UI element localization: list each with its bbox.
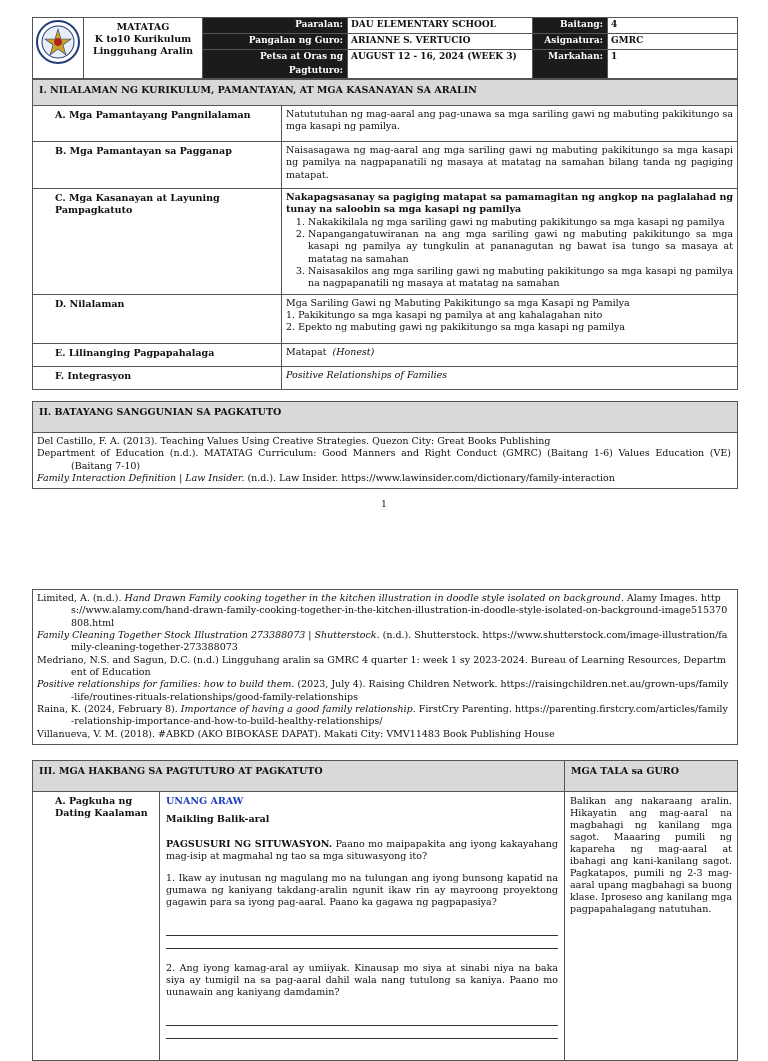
content-line: 1. Pakikitungo sa mga kasapi ng pamilya at ang kahalagahan nito	[286, 310, 603, 322]
reference-item: Positive relationships for families: how to build them. (2023, July 4). Raising Children Network. https://raisingchildren.net.au/grown-ups/family-life/routines-rituals-relationships/good-family-relationships	[37, 679, 729, 703]
reference-item: Raina, K. (2024, February 8). Importance of having a good family relationship. FirstCry Parenting. https://parenting.firstcry.com/articles/family-relationship-importance-and-how-to-build-healthy-relationships/	[37, 704, 728, 728]
answer-line[interactable]	[166, 936, 558, 949]
references-part-2	[33, 590, 738, 745]
title-line-1: MATATAG	[116, 22, 170, 33]
page-number: 1	[381, 500, 387, 510]
teacher-notes: Balikan ang nakaraang aralin. Hikayatin ang mag-aaral na magbahagi ng kanilang mga sagot. Maaaring pumili ng kapareha ng mag-aaral at ibahagi ang kani-kanilang sagot. Pagkatapos, pumili ng 2-3 mag-aaral upang magbahagi sa buong klase. Iproseso ang kanilang mga pagpapahalagang natutuhan.	[565, 792, 738, 1061]
review-subhead: Maikling Balik-aral	[166, 814, 270, 826]
section-2-title: II. BATAYANG SANGGUNIAN SA PAGKATUTO	[33, 402, 738, 433]
asignatura-value: GMRC	[608, 34, 738, 50]
row-b-text: Naisasagawa ng mag-aaral ang mga sariling gawi ng mabuting pakikitungo sa mga kasapi ng pamilya na nagpapanatili ng masaya at matatag na samahan bilang tanda ng pagiging matapat.	[282, 142, 738, 189]
answer-line[interactable]	[166, 1026, 558, 1039]
value-text: Matapat	[286, 346, 327, 358]
references-part-1	[33, 433, 738, 489]
row-f-text: Positive Relationships of Families	[282, 366, 738, 389]
reference-item: Family Interaction Definition | Law Insider. (n.d.). Law Insider. https://www.lawinsider.com/dictionary/family-interaction	[37, 473, 615, 485]
row-f-label: F. Integrasyon	[33, 366, 282, 389]
header-table	[32, 17, 738, 79]
value-text-english: (Honest)	[332, 346, 375, 358]
petsa-label: Petsa at Oras ng Pagtuturo:	[203, 50, 348, 79]
deped-seal-icon	[35, 19, 81, 65]
reference-item: Villanueva, V. M. (2018). #ABKD (AKO BIBOKASE DAPAT). Makati City: VMV11483 Book Publishing House	[37, 728, 555, 740]
answer-lines-1[interactable]	[166, 923, 558, 949]
reference-item: Del Castillo, F. A. (2013). Teaching Values Using Creative Strategies. Quezon City: Great Books Publishing	[37, 436, 551, 447]
title-line-2: K to10 Kurikulum	[94, 34, 192, 45]
row-a-text: Natututuhan ng mag-aaral ang pag-unawa sa mga sariling gawi ng mabuting pakikitungo sa mga kasapi ng pamilya.	[282, 106, 738, 142]
situation-text: Paano mo maipapakita ang iyong kakayahang mag-isip at magmahal ng tao sa mga situwasyong ito?	[166, 838, 558, 862]
question-2: 2. Ang iyong kamag-aral ay umiiyak. Kinausap mo siya at sinabi niya na baka siya ay tumigil na sa pag-aaral dahil wala nang tutulong sa kaniya. Paano mo uunawain ang kaniyang damdamin?	[166, 962, 558, 998]
row-e-content	[282, 343, 738, 366]
notes-title: MGA TALA sa GURO	[565, 761, 738, 792]
references-continued-table	[32, 589, 738, 745]
objective-item: 1. Nakakikilala ng mga sariling gawi ng mabuting pakikitungo sa mga kasapi ng pamilya	[308, 217, 733, 229]
reference-item: Family Cleaning Together Stock Illustration 273388073 | Shutterstock. (n.d.). Shutterstock. https://www.shutterstock.com/image-illustration/family-cleaning-together-273388073	[37, 630, 728, 654]
row-c-intro: Nakapagsasanay sa pagiging matapat sa pamamagitan ng angkop na paglalahad ng tunay na saloobin sa mga kasapi ng pamilya	[286, 192, 733, 216]
content-line: 2. Epekto ng mabuting gawi ng pakikitungo sa mga kasapi ng pamilya	[286, 322, 626, 334]
answer-lines-2[interactable]	[166, 1013, 558, 1039]
row-c-label: C. Mga Kasanayan at Layuning Pampagkatuto	[33, 189, 282, 295]
step-a-content	[160, 792, 565, 1061]
row-a-label: A. Mga Pamantayang Pangnilalaman	[33, 106, 282, 142]
guro-value: ARIANNE S. VERTUCIO	[348, 34, 533, 50]
markahan-value: 1	[608, 50, 738, 79]
objective-item: 2. Napangangatuwiranan na ang mga sariling gawi ng mabuting pakikitungo sa mga kasapi ng pamilya ay tungkulin at pananagutan ng bawat isa tungo sa masaya at matatag na samahan	[308, 229, 733, 266]
section-1-title: I. NILALAMAN NG KURIKULUM, PAMANTAYAN, AT MGA KASANAYAN SA ARALIN	[33, 80, 738, 106]
answer-line[interactable]	[166, 923, 558, 936]
day-label: UNANG ARAW	[166, 796, 244, 807]
question-1: 1. Ikaw ay inutusan ng magulang mo na tulungan ang iyong bunsong kapatid na gumawa ng kaniyang takdang-aralin ngunit ikaw rin ay mayroong proyektong gagawin para sa iyong pag-aaral. Paano ka gagawa ng pagpapasiya?	[166, 872, 558, 908]
situation-label: PAGSUSURI NG SITUWASYON.	[166, 838, 333, 850]
row-e-label: E. Lilinanging Pagpapahalaga	[33, 343, 282, 366]
paaralan-value: DAU ELEMENTARY SCHOOL	[348, 18, 533, 34]
step-a-label: A. Pagkuha ng Dating Kaalaman	[33, 792, 160, 1061]
reference-item: Limited, A. (n.d.). Hand Drawn Family cooking together in the kitchen illustration in doodle style isolated on background. Alamy Images. https://www.alamy.com/hand-drawn-family-cooking-together-in-the-kitchen-illustration-in-doodle-style-isolated-on-background-image515370808.html	[37, 593, 728, 629]
markahan-label: Markahan:	[533, 50, 608, 79]
baitang-label: Baitang:	[533, 18, 608, 34]
section-3-title: III. MGA HAKBANG SA PAGTUTURO AT PAGKATUTO	[33, 761, 565, 792]
row-d-label: D. Nilalaman	[33, 294, 282, 343]
title-block	[84, 18, 203, 79]
paaralan-label: Paaralan:	[203, 18, 348, 34]
reference-item: Department of Education (n.d.). MATATAG Curriculum: Good Manners and Right Conduct (GMRC) (Baitang 1-6) Values Education (VE) (Baitang 7-10)	[37, 448, 731, 472]
section-1-table	[32, 79, 738, 390]
seal-cell	[33, 18, 84, 79]
row-c-content	[282, 189, 738, 295]
section-2-table	[32, 401, 738, 489]
content-line: Mga Sariling Gawi ng Mabuting Pakikitungo sa mga Kasapi ng Pamilya	[286, 297, 630, 309]
section-3-table	[32, 760, 738, 1061]
row-d-content	[282, 294, 738, 343]
petsa-value: AUGUST 12 - 16, 2024 (WEEK 3)	[348, 50, 533, 79]
objective-item: 3. Naisasakilos ang mga sariling gawi ng mabuting pakikitungo sa mga kasapi ng pamilya na nagpapanatili ng masaya at matatag na samahan	[308, 266, 733, 291]
row-b-label: B. Mga Pamantayan sa Pagganap	[33, 142, 282, 189]
guro-label: Pangalan ng Guro:	[203, 34, 348, 50]
title-line-3: Lingguhang Aralin	[93, 46, 193, 57]
baitang-value: 4	[608, 18, 738, 34]
situation-prompt	[166, 839, 558, 863]
asignatura-label: Asignatura:	[533, 34, 608, 50]
reference-item: Medriano, N.S. and Sagun, D.C. (n.d.) Lingguhang aralin sa GMRC 4 quarter 1: week 1 sy 2023-2024. Bureau of Learning Resources, Department of Education	[37, 654, 726, 679]
objectives-list	[286, 217, 733, 291]
